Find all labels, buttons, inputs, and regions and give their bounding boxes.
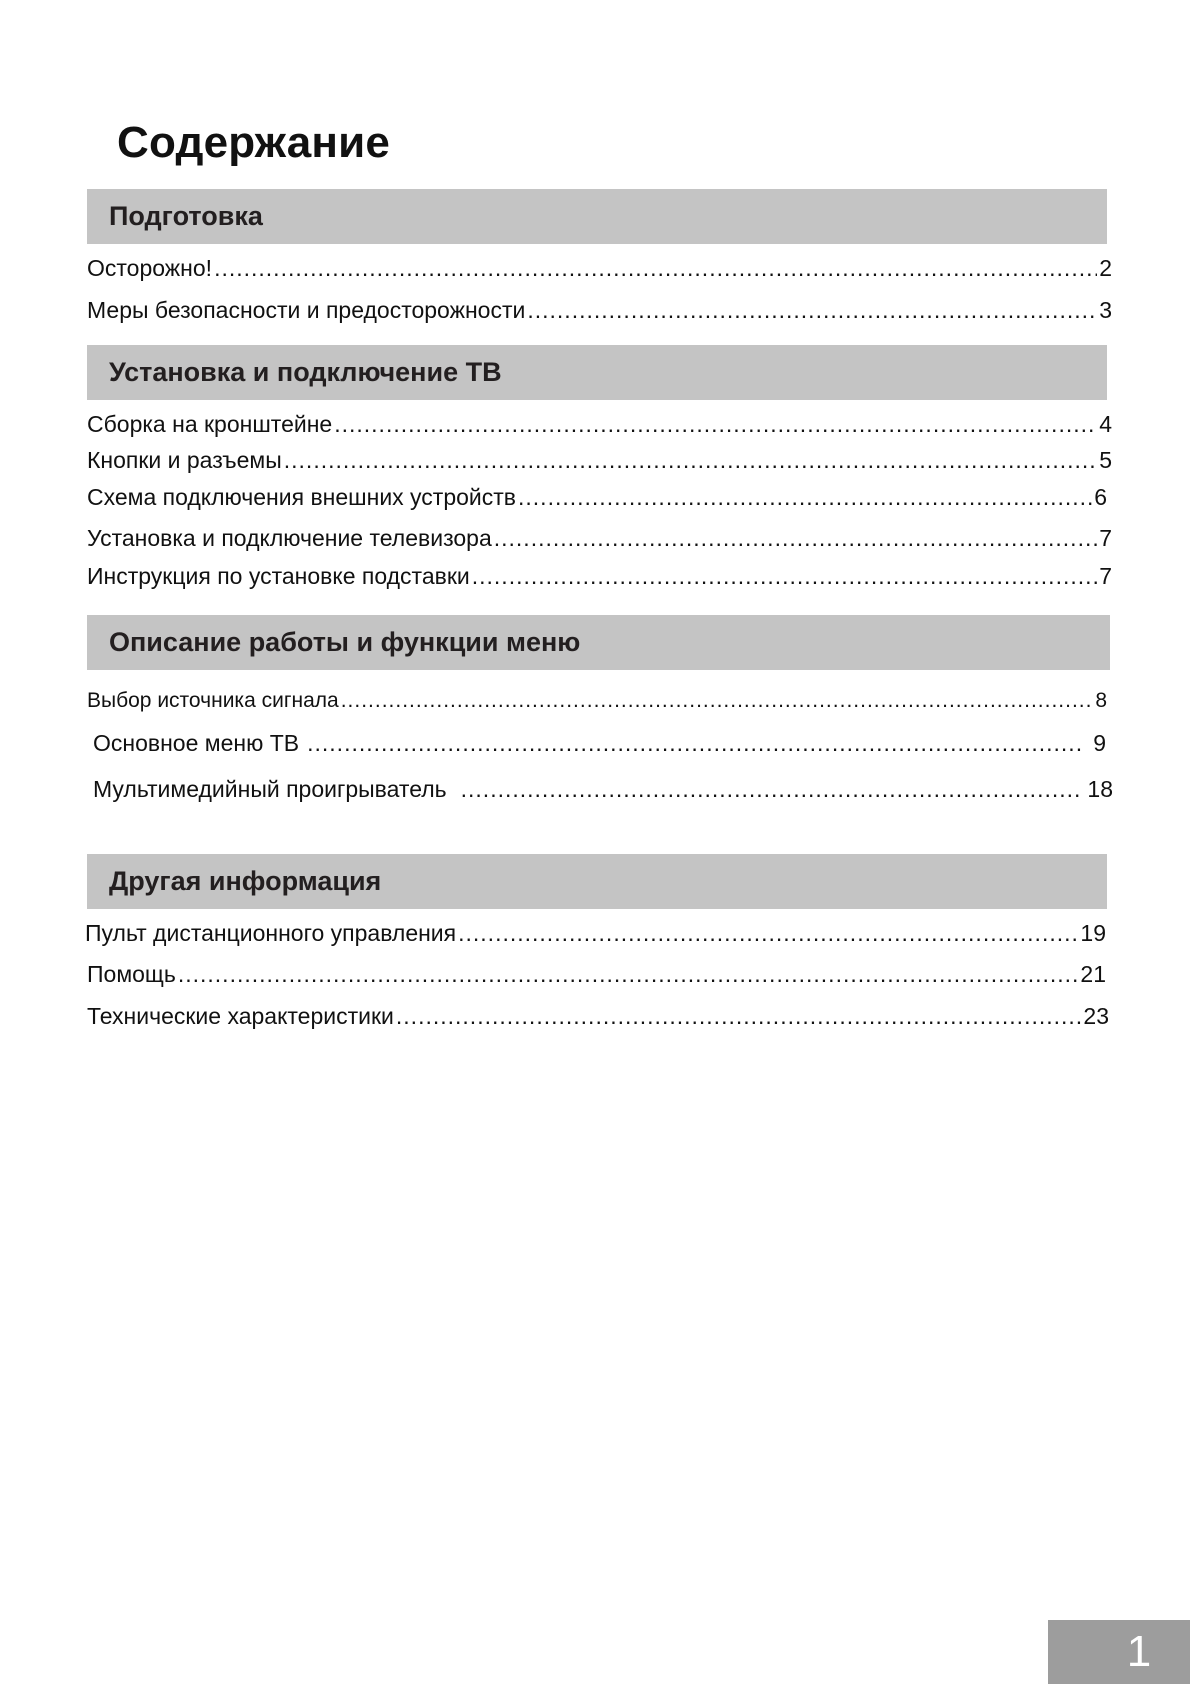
toc-entry-label: Мультимедийный проигрыватель (93, 776, 447, 802)
toc-entry-label: Сборка на кронштейне (87, 411, 333, 437)
toc-dot-leader (494, 525, 1097, 552)
toc-entry[interactable] (87, 447, 1112, 481)
section-header-installation: Установка и подключение ТВ (87, 345, 1107, 400)
toc-entry[interactable] (87, 689, 1107, 723)
toc-entry-label: Кнопки и разъемы (87, 447, 282, 473)
toc-entry-page: 4 (1099, 411, 1112, 437)
toc-dot-leader (458, 920, 1078, 947)
toc-entry-page: 18 (1087, 776, 1113, 802)
toc-entry-label: Осторожно! (87, 255, 213, 281)
toc-dot-leader (178, 961, 1079, 988)
toc-entry-label: Пульт дистанционного управления (85, 920, 457, 946)
toc-entry[interactable] (93, 730, 1106, 764)
toc-entry-label: Выбор источника сигнала (87, 689, 339, 712)
toc-entry[interactable] (87, 255, 1112, 289)
toc-dot-leader (527, 297, 1097, 324)
toc-dot-leader (461, 776, 1082, 803)
toc-dot-leader (341, 689, 1094, 713)
toc-dot-leader (396, 1003, 1082, 1030)
toc-entry-label: Помощь (87, 961, 176, 987)
toc-entry-page: 9 (1093, 730, 1106, 756)
toc-entry-label: Основное меню ТВ (93, 730, 300, 756)
toc-entry[interactable] (87, 563, 1112, 597)
toc-entry-page: 21 (1080, 961, 1106, 987)
toc-entry-page: 3 (1099, 297, 1112, 323)
toc-entry[interactable] (87, 525, 1112, 559)
toc-entry-page: 6 (1094, 484, 1107, 510)
toc-entry[interactable] (87, 297, 1112, 331)
toc-entry-label: Установка и подключение телевизора (87, 525, 492, 551)
toc-entry-page: 7 (1099, 563, 1112, 589)
toc-entry-page: 7 (1099, 525, 1112, 551)
toc-entry[interactable] (87, 1003, 1109, 1037)
section-header-menu-functions: Описание работы и функции меню (87, 615, 1110, 670)
toc-entry-label: Технические характеристики (87, 1003, 394, 1029)
toc-dot-leader (307, 730, 1085, 757)
toc-entry-label: Инструкция по установке подставки (87, 563, 470, 589)
toc-entry[interactable] (87, 411, 1112, 445)
toc-entry-label: Схема подключения внешних устройств (87, 484, 517, 510)
section-header-preparation: Подготовка (87, 189, 1107, 244)
toc-dot-leader (284, 447, 1097, 474)
toc-entry-page: 8 (1095, 689, 1107, 712)
toc-entry[interactable] (87, 961, 1106, 995)
section-header-other-info: Другая информация (87, 854, 1107, 909)
toc-entry-page: 5 (1099, 447, 1112, 473)
toc-entry-page: 23 (1083, 1003, 1109, 1029)
page-title: Содержание (117, 118, 391, 167)
toc-dot-leader (518, 484, 1092, 511)
toc-entry-page: 19 (1080, 920, 1106, 946)
page-number-badge: 1 (1048, 1620, 1190, 1684)
toc-dot-leader (334, 411, 1097, 438)
toc-entry[interactable] (93, 776, 1113, 810)
toc-entry[interactable] (87, 484, 1107, 518)
toc-dot-leader (214, 255, 1097, 282)
toc-entry-label: Меры безопасности и предосторожности (87, 297, 526, 323)
toc-entry[interactable] (85, 920, 1106, 954)
toc-dot-leader (472, 563, 1097, 590)
toc-entry-page: 2 (1099, 255, 1112, 281)
